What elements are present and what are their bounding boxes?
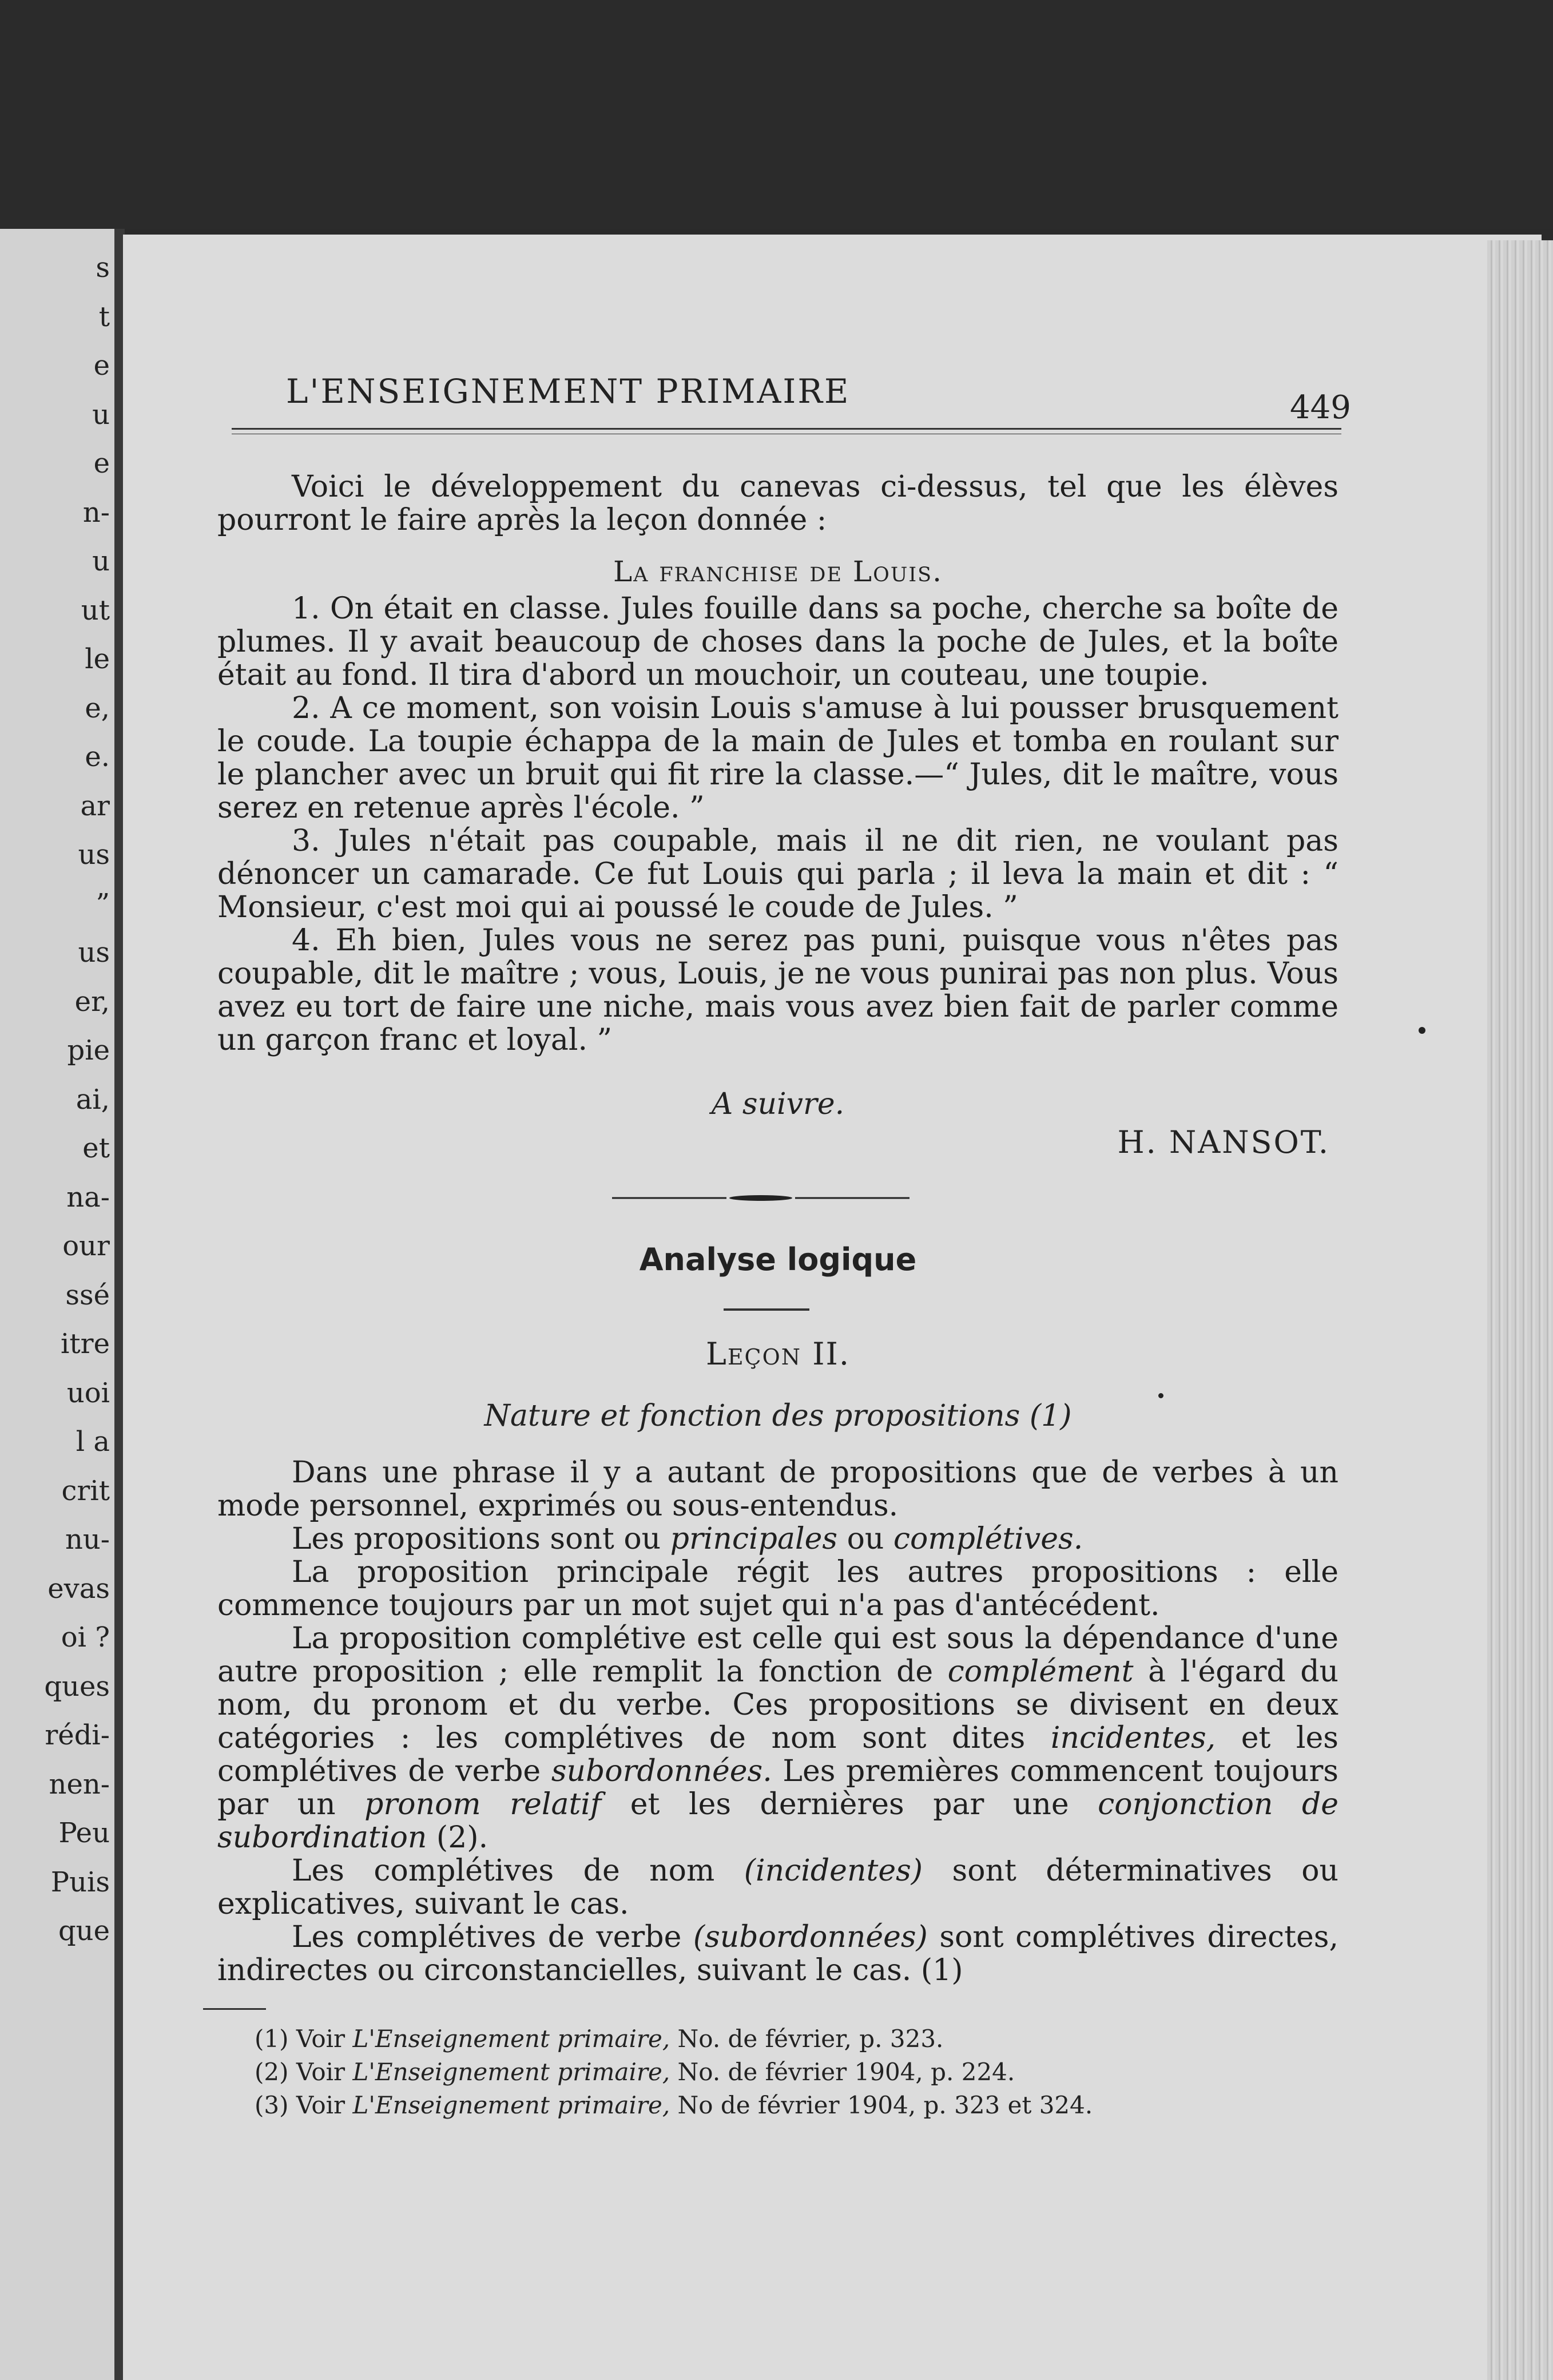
footnote-num: (1) [255, 2025, 296, 2053]
text-run: ou [837, 1522, 893, 1556]
left-page-fragment: et [82, 1132, 110, 1164]
left-page-fragment: us [78, 839, 110, 871]
left-page-fragment: n- [82, 496, 110, 529]
italic-term: complétives. [893, 1522, 1083, 1556]
to-follow: A suivre. [711, 1087, 845, 1121]
left-page-fragment: crit [61, 1474, 110, 1507]
story-paragraph: 1. On était en classe. Jules fouille dans sa poche, cherche sa boîte de plumes. Il y avait beaucoup de choses dans la poche de Jules, et la boîte était au fond. Il tira d'abord un mouchoir, un couteau, une toupie. [217, 592, 1338, 692]
section-rule [724, 1308, 809, 1311]
text-run: sont déterminatives ou explicatives, suivant le cas. [217, 1854, 1338, 1921]
text-run: La proposition principale régit les autres propositions : elle commence toujours par un mot sujet qui n'a pas d'antécédent. [217, 1555, 1338, 1623]
italic-term: principales [670, 1522, 838, 1556]
left-page-fragment: l a [76, 1426, 110, 1458]
italic-term: incidentes, [1050, 1721, 1216, 1755]
left-page-fragment: e. [85, 741, 110, 773]
left-page-fragment: e, [85, 692, 110, 724]
left-page-fragment: nu- [65, 1524, 110, 1556]
footnotes [255, 2022, 1341, 2122]
left-page-fragment: u [92, 545, 110, 577]
left-page-fragment: evas [47, 1572, 110, 1605]
footnote-post: No. de février 1904, p. 224. [670, 2058, 1015, 2086]
footnote-num: (2) [255, 2058, 296, 2086]
text-run: Les propositions sont ou [292, 1522, 670, 1556]
italic-term: (subordonnées) [693, 1920, 928, 1954]
background [0, 0, 1553, 229]
text-run: Les premières commencent toujours par un [217, 1754, 1338, 1822]
footnote-title: L'Enseignement primaire, [352, 2091, 670, 2119]
left-page-fragment: s [96, 252, 110, 284]
footnote-title: L'Enseignement primaire, [352, 2058, 670, 2086]
left-page-fragment: Puis [50, 1866, 110, 1898]
author: H. NANSOT. [1117, 1124, 1330, 1160]
running-title: L'ENSEIGNEMENT PRIMAIRE [286, 372, 851, 411]
lesson-paragraph [217, 1622, 1338, 1854]
left-page-fragment: ai, [76, 1083, 110, 1116]
text-run: et les complétives de verbe [217, 1721, 1338, 1788]
section-title: Analyse logique [639, 1241, 917, 1278]
text-run: (2). [427, 1820, 488, 1855]
story-title: La franchise de Louis. [613, 555, 943, 588]
left-page-fragment: rédi- [45, 1719, 110, 1751]
footnote-pre: Voir [296, 2091, 353, 2119]
footnote-post: No de février 1904, p. 323 et 324. [670, 2091, 1093, 2119]
lesson-paragraph [217, 1556, 1338, 1622]
text-run: Les complétives de verbe [292, 1920, 693, 1954]
story-paragraph: 2. A ce moment, son voisin Louis s'amuse à lui pousser brusquement le coude. La toupie échappa de la main de Jules et tomba en roulant sur le plancher avec un bruit qui fit rire la classe.—“ Jules, dit le maître, vous serez en retenue après l'école. ” [217, 691, 1338, 825]
intro-paragraph: Voici le développement du canevas ci-dessus, tel que les élèves pourront le faire après la leçon donnée : [217, 470, 1338, 537]
footnote-pre: Voir [296, 2025, 353, 2053]
italic-term: (incidentes) [744, 1854, 923, 1888]
left-page-fragment: nen- [49, 1768, 110, 1800]
lesson-paragraph [217, 1522, 1338, 1556]
text-run: sont complétives directes, indirectes ou circonstancielles, suivant le cas. (1) [217, 1920, 1338, 1988]
left-page-fragment: ssé [65, 1279, 110, 1311]
left-page-fragment: e [93, 350, 110, 382]
left-page-fragment: ut [81, 594, 110, 626]
page-number: 449 [1290, 389, 1351, 426]
left-page-fragment: t [98, 300, 110, 333]
left-page-fragment: er, [74, 985, 110, 1018]
footnote [255, 2022, 1341, 2056]
left-page-fragment: us [78, 937, 110, 969]
speck [1419, 1027, 1425, 1034]
italic-term: conjonction de subordination [217, 1787, 1339, 1855]
footnote-post: No. de février, p. 323. [670, 2025, 944, 2053]
left-page-fragment: na- [66, 1181, 110, 1213]
left-page-fragment: Peu [58, 1817, 110, 1849]
left-page-fragment: oi ? [61, 1621, 110, 1653]
left-page-fragment: ar [80, 790, 110, 822]
text-run: Dans une phrase il y a autant de propositions que de verbes à un mode personnel, exprimés ou sous-entendus. [217, 1455, 1338, 1523]
footnote [255, 2089, 1341, 2122]
footnote-rule [203, 2008, 266, 2010]
left-page-fragment: que [58, 1915, 110, 1947]
left-page [0, 229, 125, 2380]
footnote-pre: Voir [296, 2058, 353, 2086]
lesson-paragraph [217, 1456, 1338, 1522]
text-run: La proposition complétive est celle qui est sous la dépendance d'une autre proposition ; elle remplit la fonction de [217, 1621, 1338, 1689]
text-run: Les complétives de nom [292, 1854, 744, 1888]
left-page-fragment: uoi [66, 1377, 110, 1409]
left-page-fragment: e [93, 447, 110, 479]
left-page-fragment: ques [44, 1670, 110, 1703]
italic-term: complément [947, 1655, 1134, 1689]
italic-term: subordonnées. [551, 1754, 772, 1788]
footnote-num: (3) [255, 2091, 296, 2119]
italic-term: pronom relatif [364, 1787, 602, 1822]
speck [1158, 1393, 1163, 1398]
header-rule [232, 428, 1341, 430]
footnote [255, 2056, 1341, 2089]
left-page-fragment: pie [67, 1034, 110, 1066]
left-page-fragment: ” [96, 887, 110, 920]
intro-text [217, 470, 1338, 537]
lesson-paragraph [217, 1921, 1338, 1987]
page-edges [1487, 240, 1553, 2380]
story-paragraph: 4. Eh bien, Jules vous ne serez pas puni, puisque vous n'êtes pas coupable, dit le maître ; vous, Louis, je ne vous punirai pas non plus. Vous avez eu tort de faire une niche, mais vous avez bien fait de parler comme un garçon franc et loyal. ” [217, 923, 1338, 1057]
lesson-subtitle: Nature et fonction des propositions (1) [484, 1399, 1072, 1433]
lesson-body [217, 1456, 1338, 1987]
text-run: et les dernières par une [601, 1787, 1098, 1822]
story-body [217, 592, 1338, 1057]
ornament-divider [612, 1195, 909, 1201]
lesson-title: Leçon II. [705, 1336, 851, 1372]
left-page-fragment: our [62, 1230, 110, 1262]
story-paragraph: 3. Jules n'était pas coupable, mais il ne dit rien, ne voulant pas dénoncer un camarade. Ce fut Louis qui parla ; il leva la main et dit : “ Monsieur, c'est moi qui ai poussé le coude de Jules. ” [217, 824, 1338, 925]
text-run: à l'égard du nom, du pronom et du verbe. Ces propositions se divisent en deux catégories : les complétives de nom sont dites [217, 1655, 1338, 1755]
lesson-paragraph [217, 1854, 1338, 1921]
left-page-fragment: itre [61, 1328, 110, 1360]
left-page-fragment: u [92, 398, 110, 431]
footnote-title: L'Enseignement primaire, [352, 2025, 670, 2053]
left-page-fragment: le [85, 643, 110, 675]
